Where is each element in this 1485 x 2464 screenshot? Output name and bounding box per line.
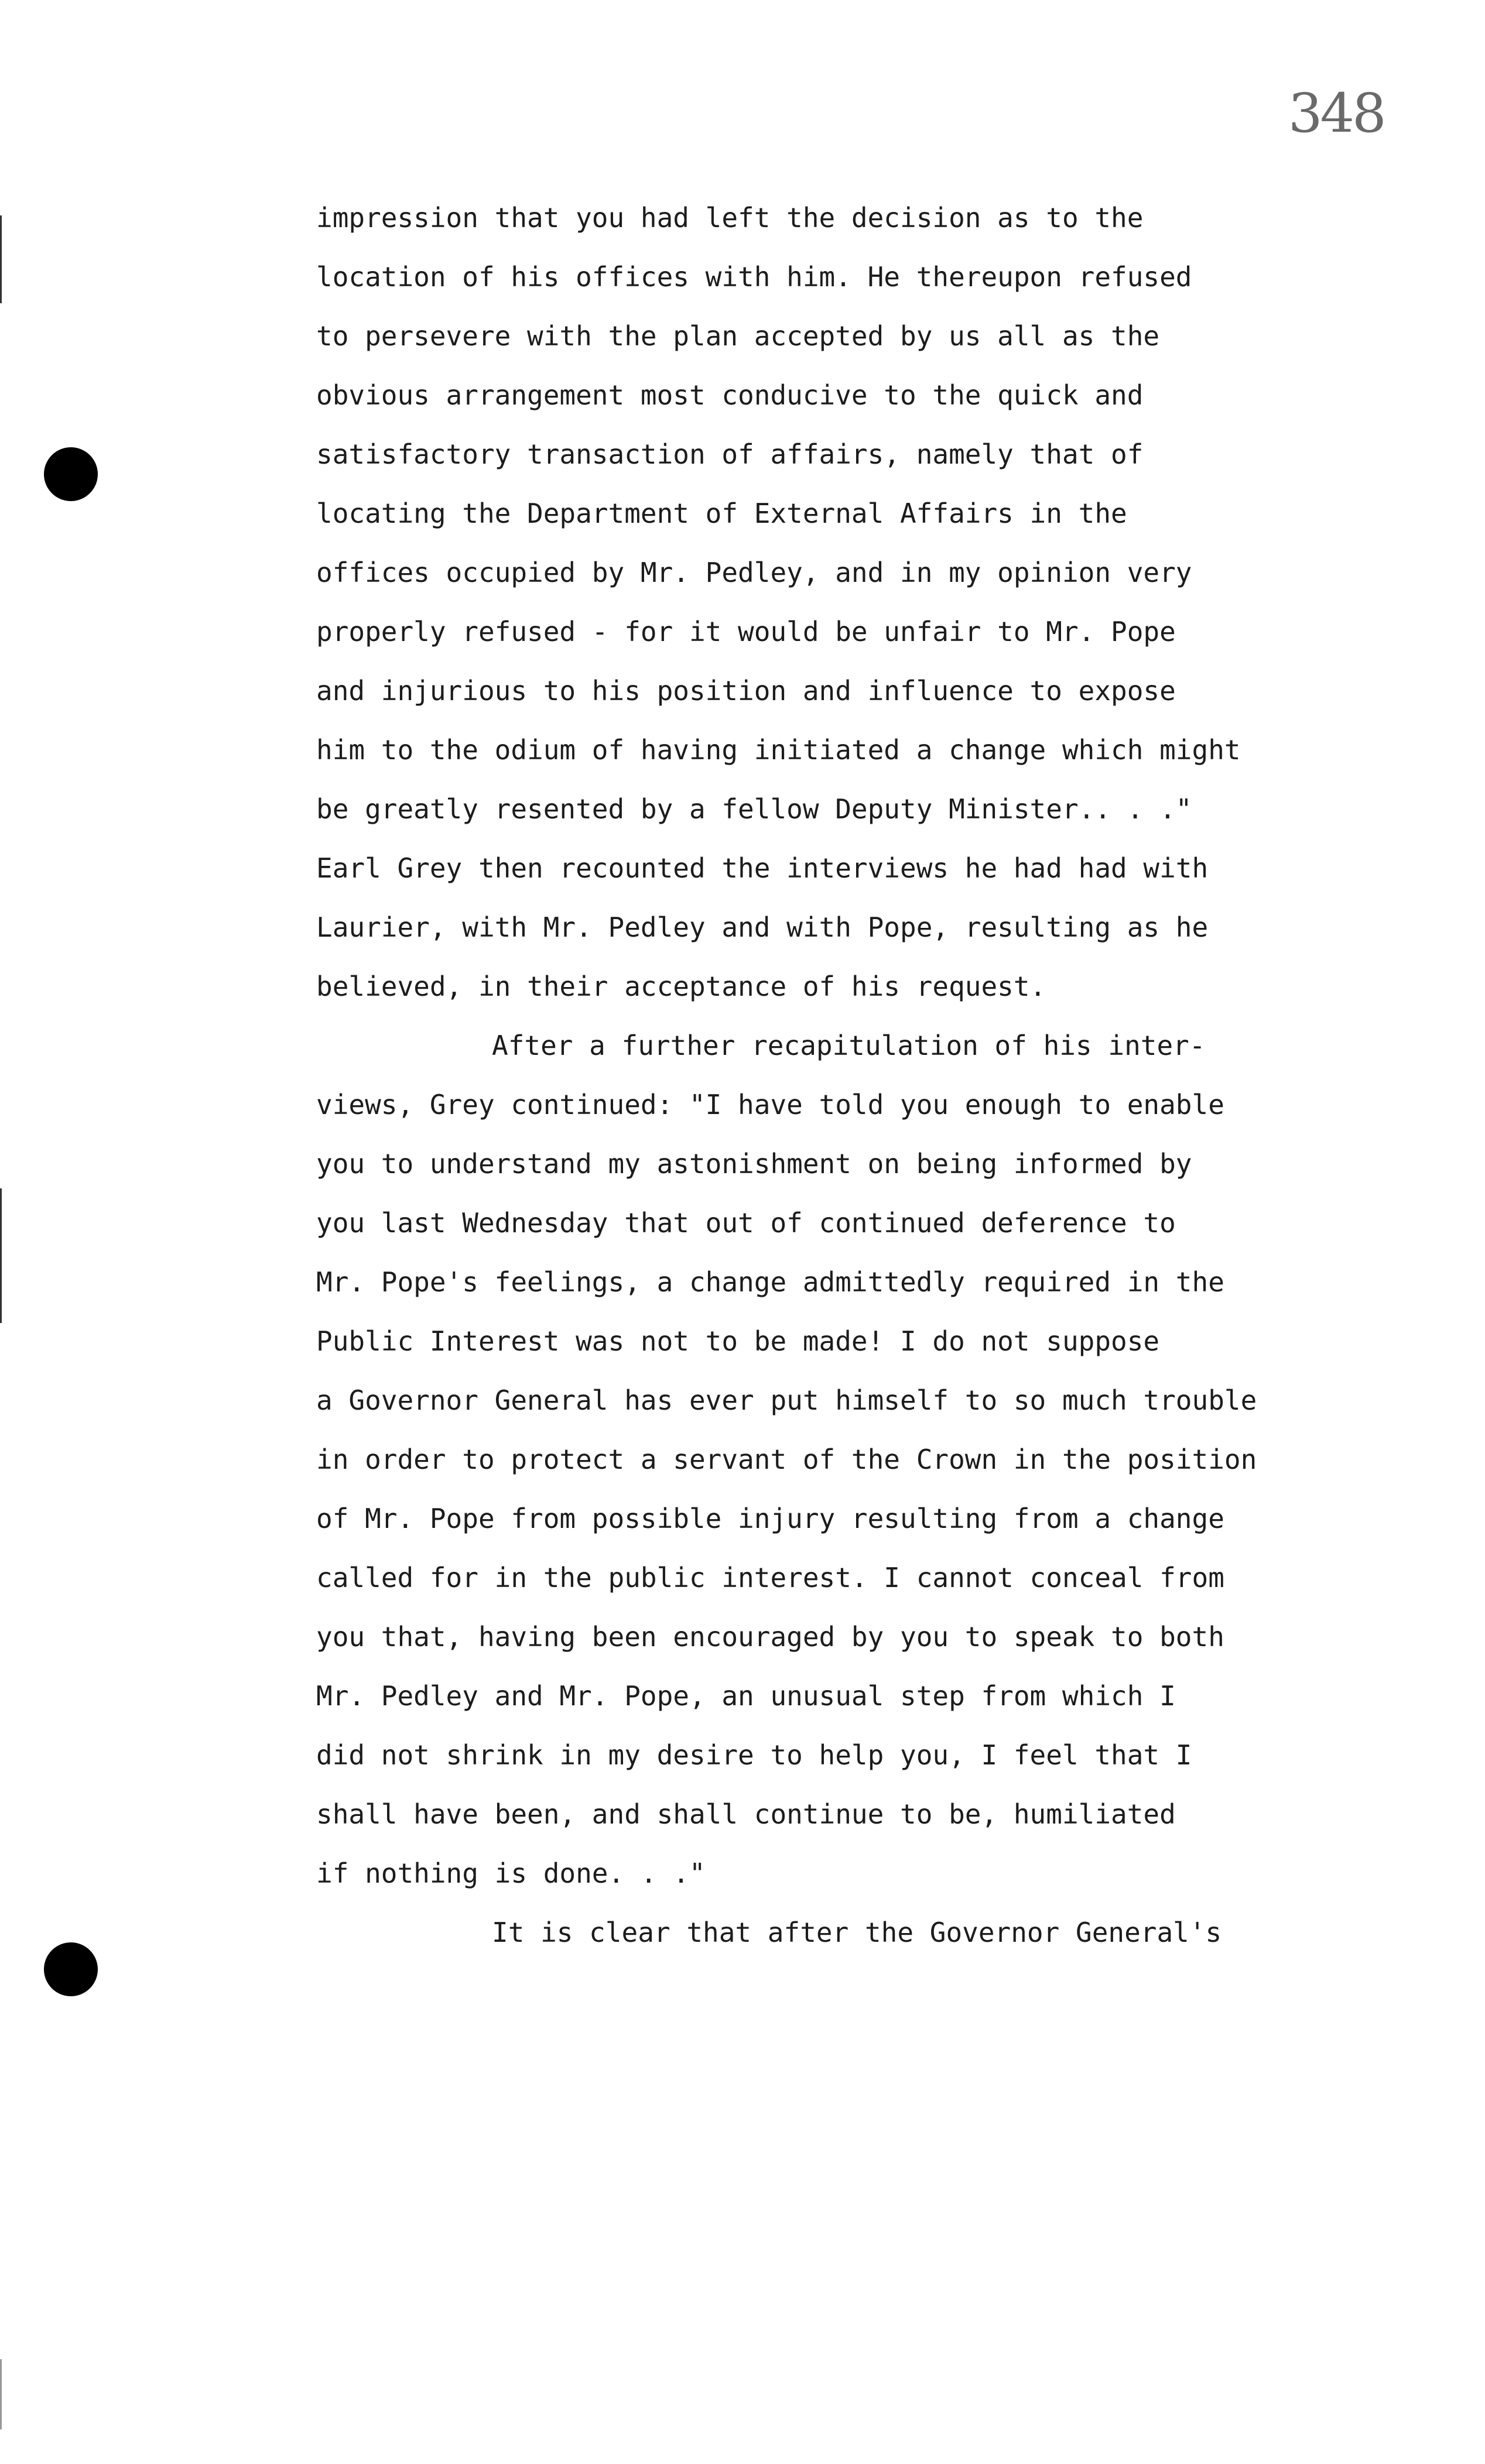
text-line: Laurier, with Mr. Pedley and with Pope, resulting as he: [316, 911, 1209, 943]
text-line: Mr. Pedley and Mr. Pope, an unusual step from which I: [316, 1680, 1176, 1712]
text-line: in order to protect a servant of the Crown in the position: [316, 1444, 1257, 1475]
punch-hole-bottom: [44, 1942, 98, 1996]
text-line: properly refused - for it would be unfair to Mr. Pope: [316, 616, 1176, 647]
text-line: locating the Department of External Affairs in the: [316, 498, 1127, 529]
text-line: shall have been, and shall continue to be, humiliated: [316, 1798, 1176, 1830]
text-line: called for in the public interest. I cannot conceal from: [316, 1562, 1224, 1593]
text-line: obvious arrangement most conducive to the quick and: [316, 379, 1144, 411]
text-line: Earl Grey then recounted the interviews he had had with: [316, 852, 1209, 884]
text-line: and injurious to his position and influence to expose: [316, 675, 1176, 707]
punch-hole-top: [44, 447, 98, 501]
text-line: you that, having been encouraged by you to speak to both: [316, 1621, 1224, 1653]
text-line: if nothing is done. . .": [316, 1858, 706, 1889]
edge-mark: [0, 2359, 2, 2429]
text-line: to persevere with the plan accepted by us all as the: [316, 320, 1160, 352]
text-line: be greatly resented by a fellow Deputy Minister.. . .": [316, 793, 1192, 825]
text-line: location of his offices with him. He thereupon refused: [316, 261, 1192, 293]
page-number: 348: [1288, 82, 1384, 145]
edge-mark: [0, 1188, 2, 1323]
edge-mark: [0, 215, 2, 303]
text-line: satisfactory transaction of affairs, namely that of: [316, 438, 1144, 470]
text-line: you last Wednesday that out of continued deference to: [316, 1207, 1176, 1239]
text-line: impression that you had left the decision as to the: [316, 202, 1144, 234]
text-line: of Mr. Pope from possible injury resulting from a change: [316, 1503, 1224, 1534]
text-line: offices occupied by Mr. Pedley, and in my opinion very: [316, 557, 1192, 588]
text-line: a Governor General has ever put himself to so much trouble: [316, 1384, 1257, 1416]
text-line: Mr. Pope's feelings, a change admittedly required in the: [316, 1266, 1224, 1298]
typed-text-body: [316, 189, 1359, 1962]
text-line: It is clear that after the Governor General's: [492, 1917, 1222, 1948]
text-line: did not shrink in my desire to help you, I feel that I: [316, 1739, 1192, 1771]
text-line: Public Interest was not to be made! I do not suppose: [316, 1325, 1160, 1357]
text-line: him to the odium of having initiated a change which might: [316, 734, 1241, 766]
text-line: you to understand my astonishment on being informed by: [316, 1148, 1192, 1180]
text-line: believed, in their acceptance of his request.: [316, 971, 1046, 1002]
text-line: views, Grey continued: "I have told you enough to enable: [316, 1089, 1224, 1120]
text-line: After a further recapitulation of his inter-: [492, 1030, 1206, 1061]
